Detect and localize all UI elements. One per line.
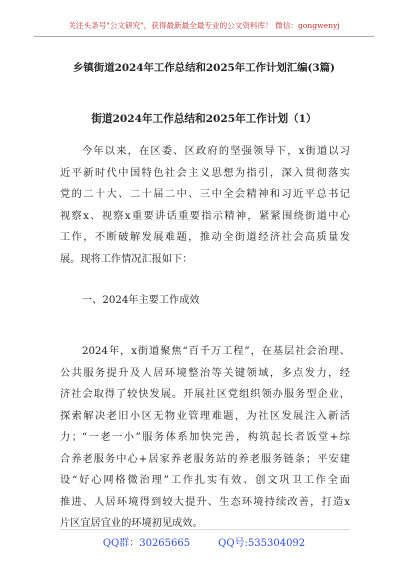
heading-section-1: [60, 290, 350, 312]
paragraph-line: 党的二十大、二十届二中、三中全会精神和习近平总书记: [60, 189, 350, 200]
paragraph-line: 合养老服务中心+居家养老服务站的养老服务链条；平安建: [60, 453, 350, 465]
paragraph-line: 探索解决老旧小区无物业管理难题，为社区发展注入新活: [60, 410, 350, 422]
paragraph-line: 推进、人居环境得到较大提升、生态环境持续改善，打造x: [60, 496, 350, 508]
paragraph-line: 展。现将工作情况汇报如下：: [60, 253, 193, 265]
paragraph-line: 2024年，x街道聚焦“百千万工程”，在基层社会治理、: [82, 346, 350, 357]
footer-qq-group: QQ群：30265665: [102, 538, 191, 549]
document-title: 乡镇街道2024年工作总结和2025年工作计划汇编(3篇): [73, 62, 335, 74]
footer: [0, 534, 408, 549]
heading-text: 一、2024年主要工作成效: [82, 295, 200, 306]
header-banner: 关注头条号"公文研究"，获得最新最全最专业的公文资料库！ 微信：gongwenyj: [68, 21, 340, 30]
footer-divider: [60, 529, 350, 530]
paragraph-line: 工作，不断破解发展难题，推动全街道经济社会高质量发: [60, 232, 350, 243]
paragraph-line: 公共服务提升及人居环境整治等关键领域，多点发力，经: [60, 367, 350, 379]
paragraph-intro: [60, 141, 350, 270]
paragraph-line: 片区宜居宜业的环境初见成效。: [60, 518, 203, 529]
paragraph-line: 设“好心网格微治理”工作扎实有效、创文巩卫工作全面: [60, 475, 350, 486]
paragraph-line: 视察x、视察x重要讲话重要指示精神，紧紧围绕街道中心: [60, 210, 350, 222]
footer-qq-number: QQ号:535304092: [218, 538, 306, 549]
paragraph-line: 今年以来，在区委、区政府的坚强领导下，x街道以习: [82, 146, 350, 157]
paragraph-line: 力；“一老一小”服务体系加快完善，构筑起长者饭堂+综: [60, 432, 350, 443]
paragraph-achievements: [60, 341, 350, 535]
paragraph-line: 近平新时代中国特色社会主义思想为指引，深入贯彻落实: [60, 167, 350, 179]
paragraph-line: 济社会取得了较快发展。开展社区党组织领办服务型企业，: [60, 389, 350, 400]
section-title: 街道2024年工作总结和2025年工作计划（1）: [91, 113, 317, 125]
header-divider: [34, 36, 374, 37]
